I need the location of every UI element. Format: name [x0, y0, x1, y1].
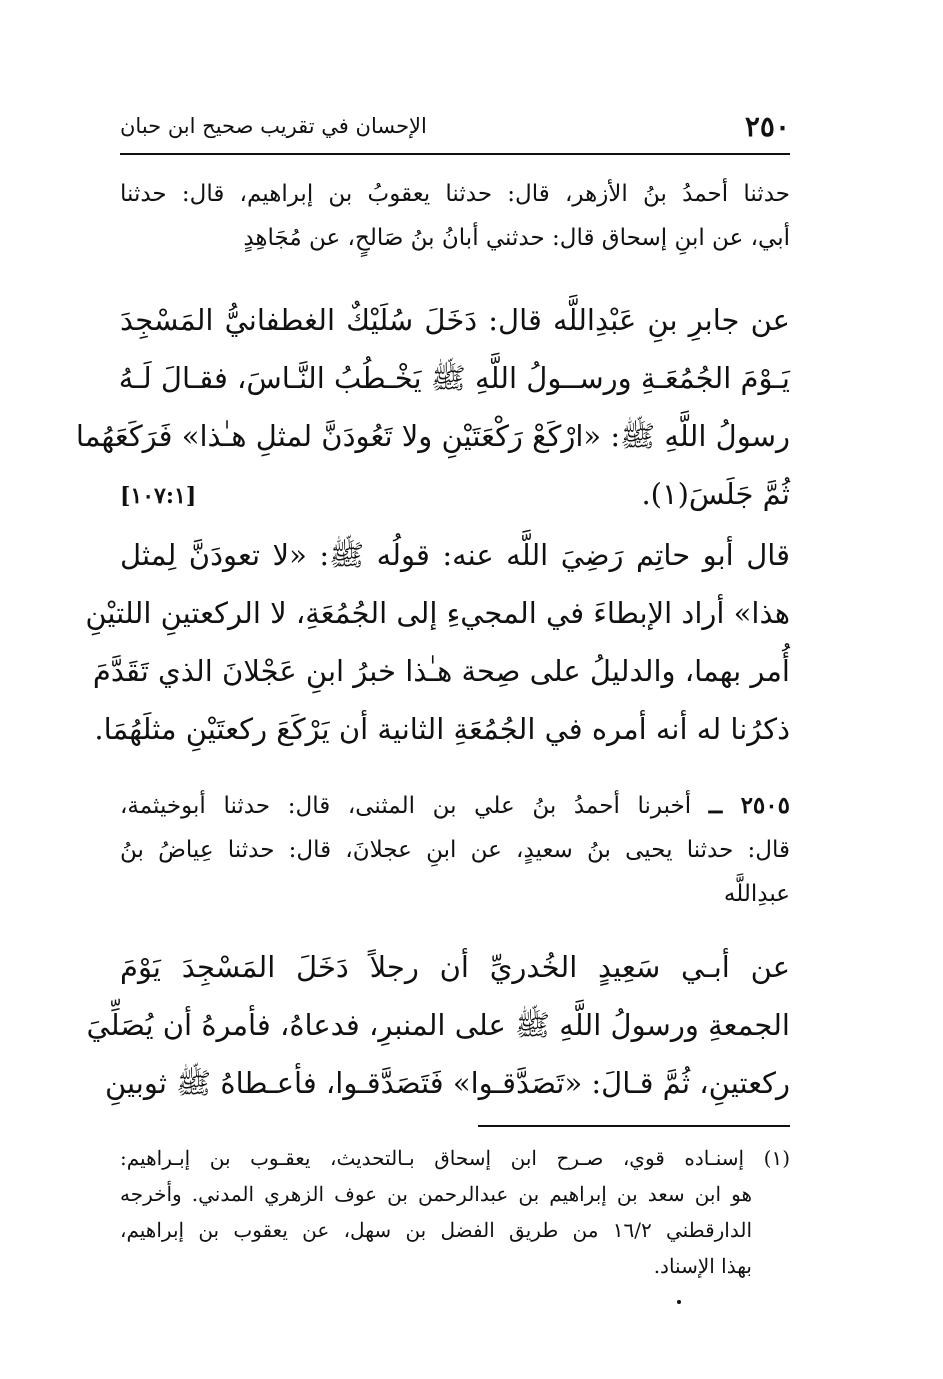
hadith-reference: [١٠٧:١]	[120, 483, 197, 509]
matn-1-line: عن جابرِ بنِ عَبْدِاللَّه قال: دَخَلَ سُلَيْكٌ الغطفانيُّ المَسْجِدَ	[120, 303, 790, 337]
matn-1-line: رسولُ اللَّهِ ﷺ: «ارْكَعْ رَكْعَتَيْنِ ولا تَعُودَنَّ لمثلِ هـٰذا» فَرَكَعَهُما	[75, 419, 790, 453]
commentary-line: قال أبو حاتِم رَضِيَ اللَّه عنه: قولُه ﷺ: «لا تعودَنَّ لِمثل	[120, 538, 790, 572]
page-number: ٢٥٠	[744, 110, 790, 143]
matn-1-line: ثُمَّ جَلَسَ(١).	[641, 477, 790, 511]
sanad-1	[120, 172, 790, 260]
sanad-1-line: حدثنا أحمدُ بنُ الأزهر، قال: حدثنا يعقوبُ بن إبراهيم، قال: حدثنا	[120, 181, 790, 207]
footnote	[120, 1140, 790, 1284]
matn-2-line: ركعتينِ، ثُمَّ قـالَ: «تَصَدَّقـوا» فَتَصَدَّقـوا، فأعـطاهُ ﷺ ثوبينِ	[104, 1066, 790, 1100]
footnote-rule	[478, 1125, 790, 1127]
commentary-line: هذا» أراد الإبطاءَ في المجيءِ إلى الجُمُعَةِ، لا الركعتينِ اللتيْنِ	[85, 596, 790, 630]
sanad-2-first-text: أخبرنا أحمدُ بنُ علي بن المثنى، قال: حدثنا أبوخيثمة،	[120, 793, 692, 819]
page-dot	[677, 1300, 681, 1304]
header-rule	[120, 153, 790, 155]
matn-1	[75, 291, 790, 523]
running-title: الإحسان في تقريب صحيح ابن حبان	[120, 114, 427, 138]
sanad-2-line: عبدِاللَّه	[723, 881, 790, 907]
commentary-line: أُمر بهما، والدليلُ على صِحة هـٰذا خبرُ ابنِ عَجْلانَ الذي تَقَدَّمَ	[92, 654, 790, 688]
footnote-line: بهذا الإسناد.	[653, 1254, 752, 1278]
commentary-line: ذكرُنا له أنه أمره في الجُمُعَةِ الثانية أن يَرْكَعَ ركعتَيْنِ مثلَهُمَا.	[94, 712, 790, 746]
hadith-number: ٢٥٠٥ ــ	[708, 792, 790, 819]
sanad-2-line	[120, 784, 790, 828]
matn-1-line: يَـوْمَ الجُمُعَـةِ ورســولُ اللَّهِ ﷺ يَخْـطُبُ النَّـاسَ، فقـالَ لَـهُ	[118, 361, 790, 395]
sanad-2-line: قال: حدثنا يحيى بنُ سعيدٍ، عن ابنِ عجلانَ، قال: حدثنا عِياضُ بنُ	[120, 837, 790, 863]
footnote-line: هو ابن سعد بن إبراهيم بن عبدالرحمن بن عوف الزهري المدني. وأخرجه	[120, 1182, 752, 1206]
commentary	[85, 526, 790, 758]
footnote-line: (١) إسنـاده قوي، صـرح ابن إسحاق بـالتحديث، يعقـوب بن إبـراهيم:	[120, 1146, 790, 1170]
matn-2-line: الجمعةِ ورسولُ اللَّهِ ﷺ على المنبرِ، فدعاهُ، فأمرهُ أن يُصَلِّيَ	[86, 1008, 790, 1042]
sanad-1-line: أبي، عن ابنِ إسحاق قال: حدثني أبانُ بنُ صَالحٍ، عن مُجَاهِدٍ	[243, 225, 790, 251]
sanad-2	[120, 784, 790, 916]
matn-2-line: عن أبـي سَعِيدٍ الخُدريِّ أن رجلاً دَخَلَ المَسْجِدَ يَوْمَ	[120, 950, 790, 984]
page-header	[120, 110, 790, 150]
footnote-line: الدارقطني ١٦/٢ من طريق الفضل بن سهل، عن يعقوب بن إبراهيم،	[120, 1218, 752, 1242]
matn-2	[86, 938, 790, 1112]
